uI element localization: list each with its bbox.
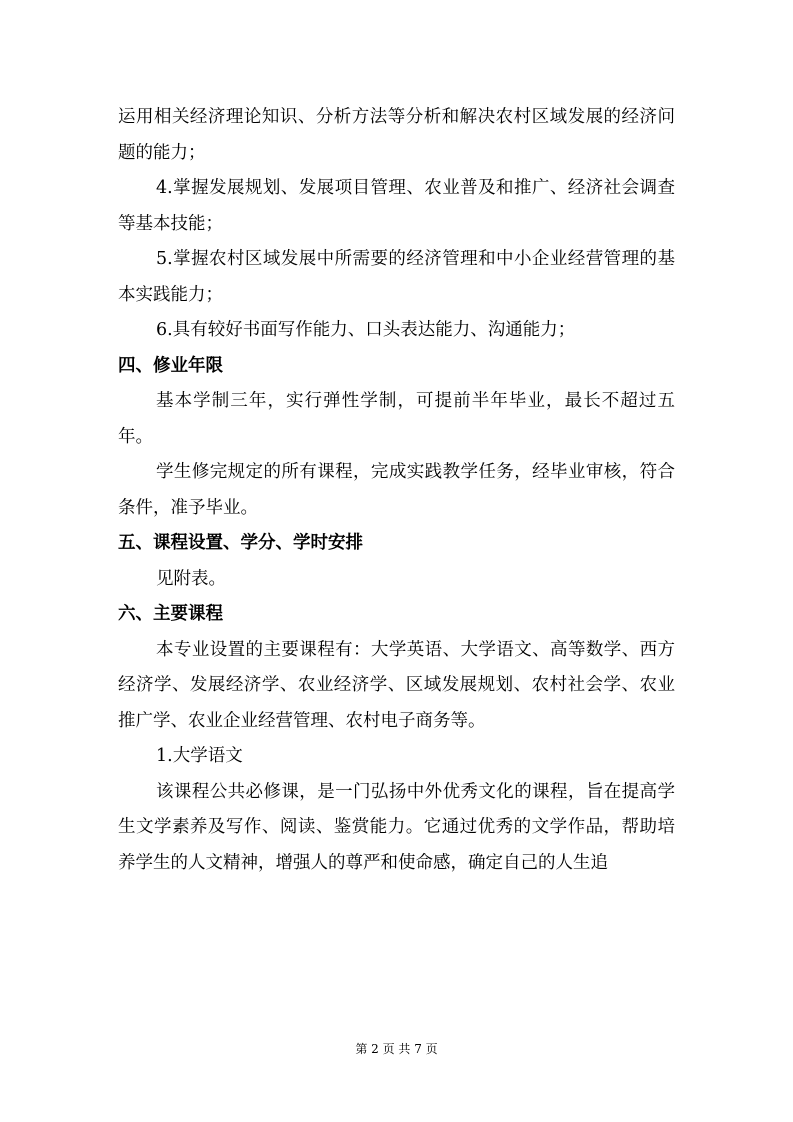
paragraph-duration: 基本学制三年，实行弹性学制，可提前半年毕业，最长不超过五年。	[118, 391, 675, 447]
paragraph-item-4: 4.掌握发展规划、发展项目管理、农业普及和推广、经济社会调查等基本技能；	[118, 178, 675, 234]
paragraph-item-6: 6.具有较好书面写作能力、口头表达能力、沟通能力；	[156, 320, 576, 340]
paragraph-see-appendix: 见附表。	[156, 568, 226, 589]
paragraph-college-chinese: 该课程公共必修课，是一门弘扬中外优秀文化的课程，旨在提高学生文学素养及写作、阅读、鉴赏能力。它通过优秀的文学作品，帮助培养学生的人文精神，增强人的尊严和使命感，确定自己的人生追	[118, 781, 675, 873]
page-footer: 第 2 页 共 7 页	[355, 1042, 438, 1056]
section-heading-study-duration: 四、修业年限	[118, 355, 223, 376]
section-heading-main-courses: 六、主要课程	[118, 604, 223, 624]
paragraph-continuation: 运用相关经济理论知识、分析方法等分析和解决农村区域发展的经济问题的能力；	[118, 107, 675, 163]
paragraph-graduation: 学生修完规定的所有课程，完成实践教学任务，经毕业审核，符合条件，准予毕业。	[118, 462, 675, 518]
section-heading-curriculum: 五、课程设置、学分、学时安排	[118, 533, 363, 553]
document-body	[118, 100, 675, 881]
paragraph-item-5: 5.掌握农村区域发展中所需要的经济管理和中小企业经营管理的基本实践能力；	[118, 249, 675, 305]
paragraph-course-list: 本专业设置的主要课程有：大学英语、大学语文、高等数学、西方经济学、发展经济学、农业经济学、区域发展规划、农村社会学、农业推广学、农业企业经营管理、农村电子商务等。	[118, 639, 675, 731]
subheading-college-chinese: 1.大学语文	[156, 746, 243, 766]
